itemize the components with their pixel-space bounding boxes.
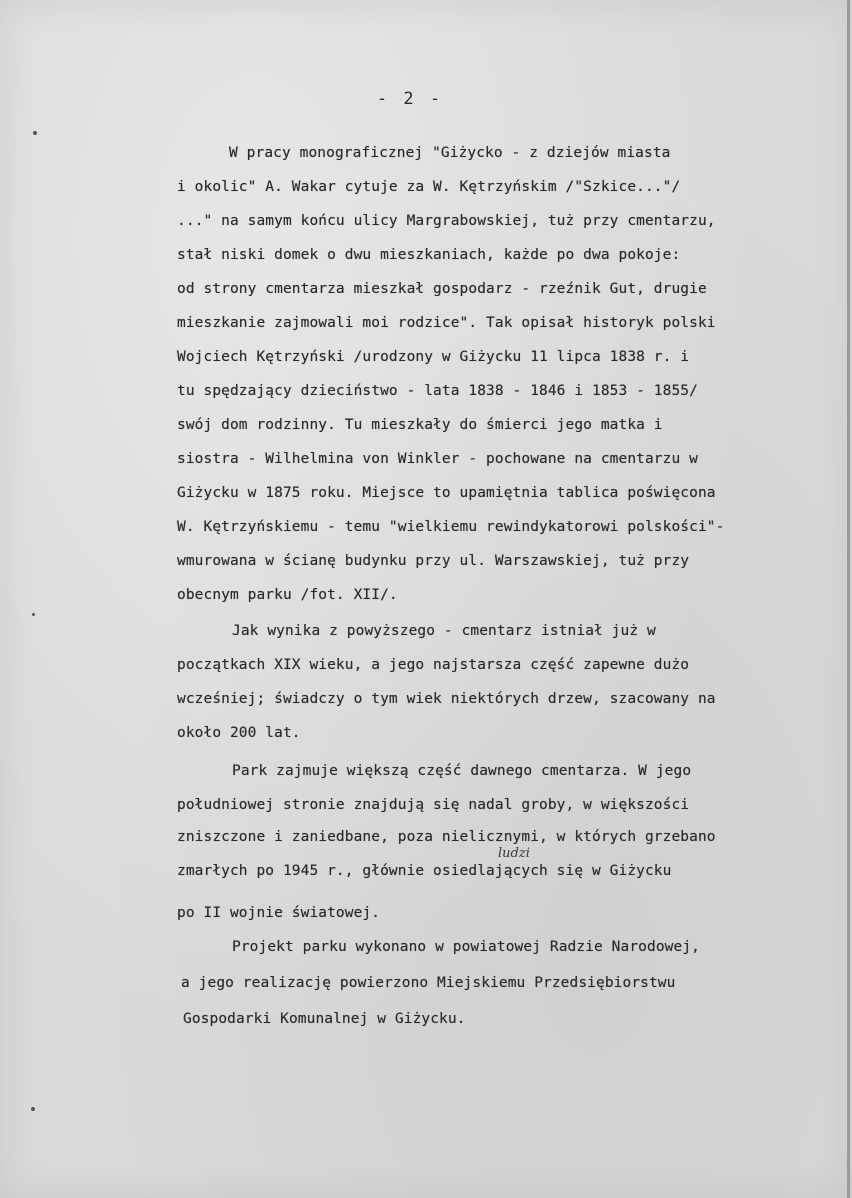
text-line: Gospodarki Komunalnej w Giżycku.: [183, 1011, 466, 1027]
text-line: zmarłych po 1945 r., głównie osiedlających się w Giżycku: [177, 863, 672, 879]
text-line: obecnym parku /fot. XII/.: [177, 587, 398, 603]
text-line: ..." na samym końcu ulicy Margrabowskiej, tuż przy cmentarzu,: [177, 213, 716, 229]
text-line: zniszczone i zaniedbane, poza nielicznymi, w których grzebano: [177, 829, 716, 845]
text-line: Projekt parku wykonano w powiatowej Radzie Narodowej,: [232, 939, 700, 955]
text-line: mieszkanie zajmowali moi rodzice". Tak opisał historyk polski: [177, 315, 716, 331]
text-line: początkach XIX wieku, a jego najstarsza część zapewne dużo: [177, 657, 690, 673]
text-line: wcześniej; świadczy o tym wiek niektórych drzew, szacowany na: [177, 691, 716, 707]
text-line: swój dom rodzinny. Tu mieszkały do śmierci jego matka i: [177, 417, 663, 433]
text-line: tu spędzający dzieciństwo - lata 1838 - 1846 i 1853 - 1855/: [177, 383, 698, 399]
text-line: W pracy monograficznej "Giżycko - z dziejów miasta: [229, 145, 671, 161]
text-line: po II wojnie światowej.: [177, 905, 381, 921]
handwritten-insertion: ludzi: [498, 846, 530, 861]
text-line: wmurowana w ścianę budynku przy ul. Warszawskiej, tuż przy: [177, 553, 690, 569]
text-line: około 200 lat.: [177, 725, 301, 741]
text-line: Giżycku w 1875 roku. Miejsce to upamiętnia tablica poświęcona: [177, 485, 716, 501]
text-line: południowej stronie znajdują się nadal groby, w większości: [177, 797, 690, 813]
punch-mark: [32, 613, 35, 616]
punch-mark: [31, 1107, 35, 1111]
text-line: stał niski domek o dwu mieszkaniach, każde po dwa pokoje:: [177, 247, 681, 263]
punch-mark: [33, 131, 37, 135]
text-line: Jak wynika z powyższego - cmentarz istniał już w: [232, 623, 656, 639]
page-number: - 2 -: [376, 89, 444, 109]
text-line: siostra - Wilhelmina von Winkler - pochowane na cmentarzu w: [177, 451, 698, 467]
text-line: a jego realizację powierzono Miejskiemu Przedsiębiorstwu: [181, 975, 676, 991]
text-line: Park zajmuje większą część dawnego cmentarza. W jego: [232, 763, 692, 779]
page-edge: [847, 0, 850, 1198]
text-line: Wojciech Kętrzyński /urodzony w Giżycku 11 lipca 1838 r. i: [177, 349, 690, 365]
text-line: W. Kętrzyńskiemu - temu "wielkiemu rewindykatorowi polskości"-: [177, 519, 725, 535]
text-line: i okolic" A. Wakar cytuje za W. Kętrzyńskim /"Szkice..."/: [177, 179, 681, 195]
text-line: od strony cmentarza mieszkał gospodarz - rzeźnik Gut, drugie: [177, 281, 707, 297]
